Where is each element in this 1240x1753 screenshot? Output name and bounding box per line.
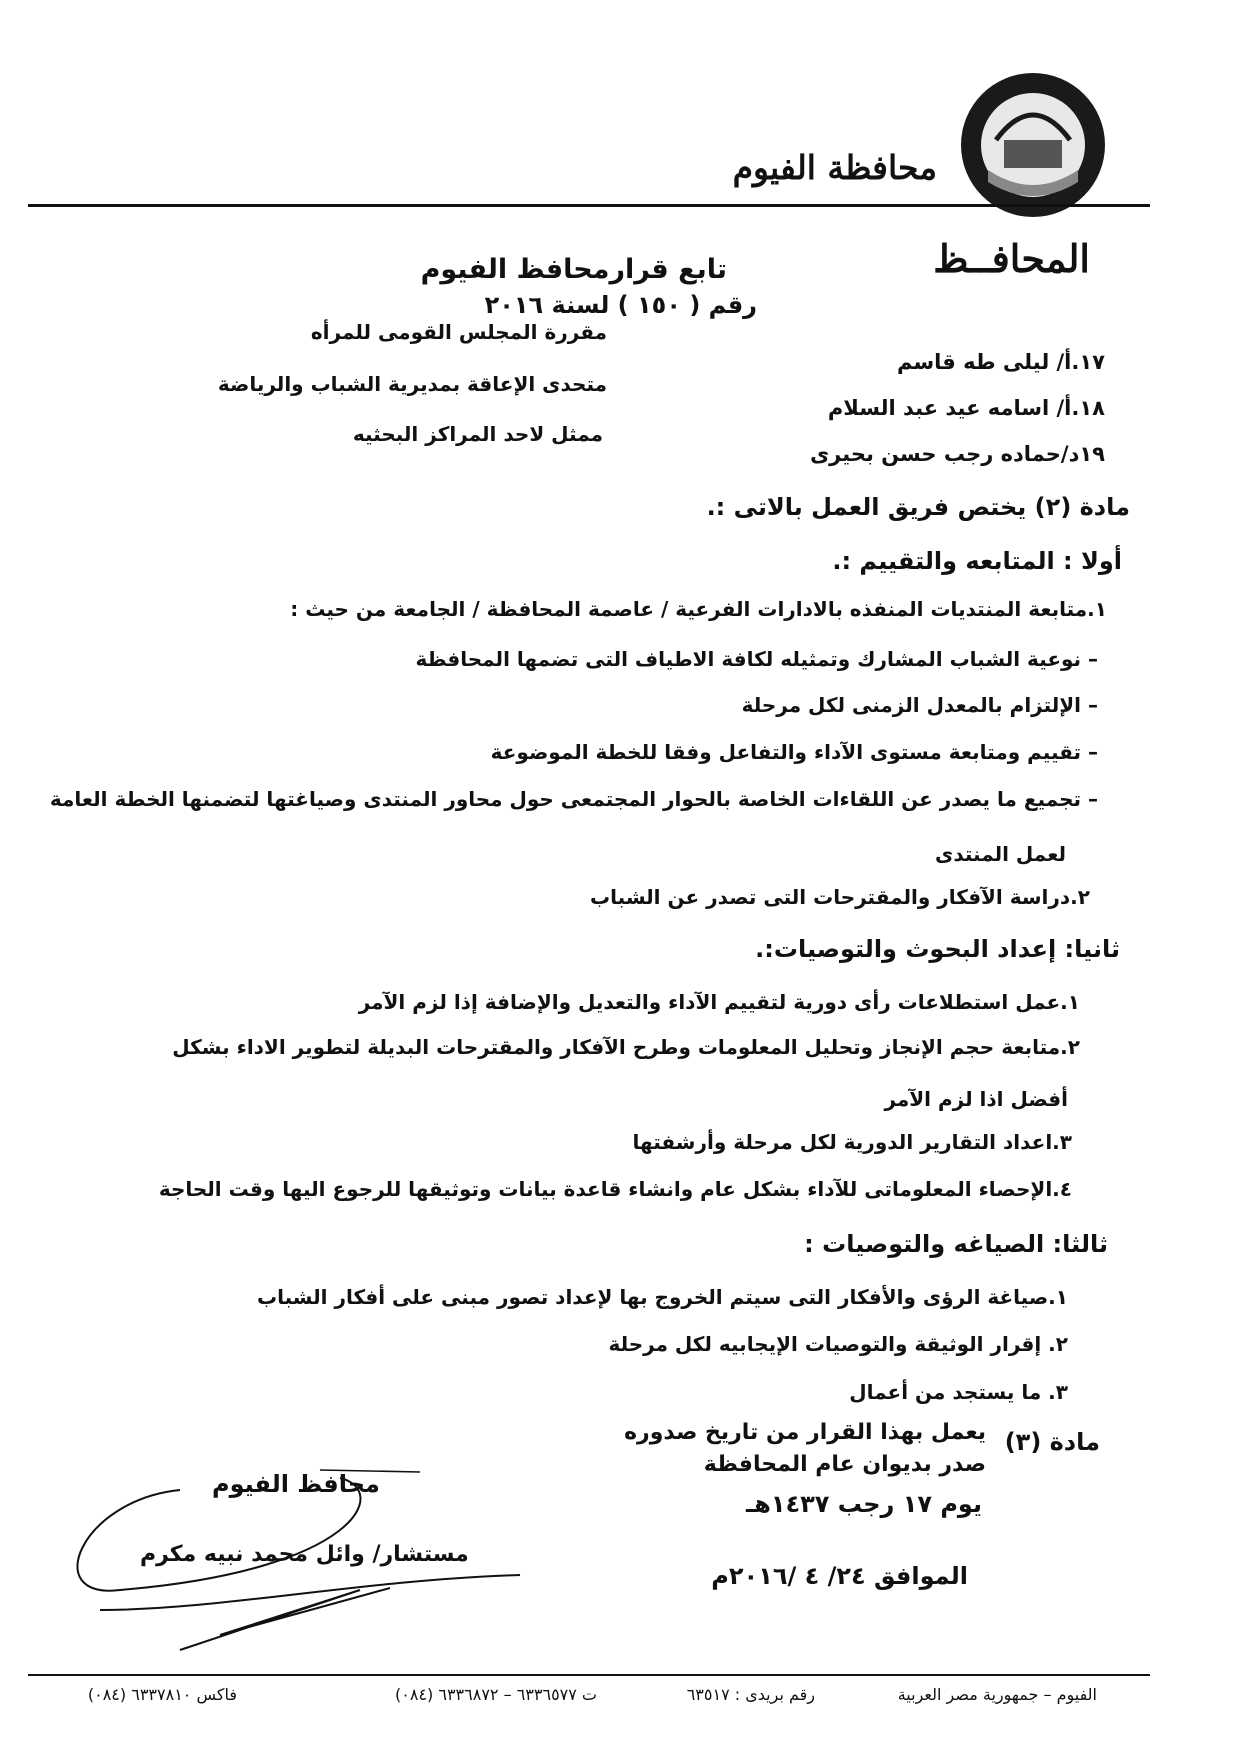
governorate-name: محافظة الفيوم (732, 148, 937, 187)
member-line: ١٩د/حماده رجب حسن بحيرى (809, 442, 1105, 466)
footer-postal: رقم بريدى : ٦٣٥١٧ (686, 1685, 815, 1704)
header-divider (28, 204, 1150, 207)
section2-item4: ٤.الإحصاء المعلوماتى للآداء بشكل عام وانشاء قاعدة بيانات وتوثيقها للرجوع اليها وقت الحاجة (158, 1177, 1072, 1201)
section1-bullet: – تجميع ما يصدر عن اللقاءات الخاصة بالحوار المجتمعى حول محاور المنتدى وصياغتها لتضمنها الخطة العامة (49, 787, 1098, 811)
article3-text: يعمل بهذا القرار من تاريخ صدوره (624, 1420, 986, 1445)
section2-item2-continuation: أفضل اذا لزم الآمر (884, 1087, 1068, 1111)
section2-heading: ثانيا: إعداد البحوث والتوصيات:. (755, 935, 1120, 963)
section1-bullet: – الإلتزام بالمعدل الزمنى لكل مرحلة (741, 693, 1098, 717)
section3-item3: ٣. ما يستجد من أعمال (849, 1380, 1068, 1404)
governorate-seal-logo (958, 70, 1108, 220)
issued-line: صدر بديوان عام المحافظة (703, 1452, 986, 1477)
section1-item1: ١.متابعة المنتديات المنفذه بالادارات الفرعية / عاصمة المحافظة / الجامعة من حيث : (290, 597, 1107, 621)
member-line: ١٨.أ/ اسامه عيد عبد السلام (827, 396, 1105, 420)
footer-address: الفيوم – جمهورية مصر العربية (897, 1685, 1097, 1704)
hijri-date: يوم ١٧ رجب ١٤٣٧هـ (746, 1490, 982, 1518)
section1-bullet-continuation: لعمل المنتدى (934, 842, 1066, 866)
section3-item2: ٢. إقرار الوثيقة والتوصيات الإيجابيه لكل مرحلة (608, 1332, 1068, 1356)
role-line: مقررة المجلس القومى للمرأه (310, 320, 607, 344)
section1-heading: أولا : المتابعه والتقييم :. (832, 547, 1122, 575)
role-line: متحدى الإعاقة بمديرية الشباب والرياضة (217, 372, 607, 396)
section1-item2: ٢.دراسة الآفكار والمقترحات التى تصدر عن الشباب (590, 885, 1090, 909)
gregorian-date: الموافق ٢٤/ ٤ /٢٠١٦م (711, 1562, 968, 1590)
section2-item3: ٣.اعداد التقارير الدورية لكل مرحلة وأرشفتها (632, 1130, 1072, 1154)
section3-heading: ثالثا: الصياغه والتوصيات : (804, 1230, 1108, 1258)
section1-bullet: – تقييم ومتابعة مستوى الآداء والتفاعل وفقا للخطة الموضوعة (490, 740, 1098, 764)
governor-title: المحافــظ (933, 236, 1090, 281)
article3-label: مادة (٣) (1004, 1428, 1100, 1456)
section2-item2: ٢.متابعة حجم الإنجاز وتحليل المعلومات وطرح الآفكار والمقترحات البديلة لتطوير الاداء بشكل (172, 1035, 1080, 1059)
section1-bullet: – نوعية الشباب المشارك وتمثيله لكافة الاطياف التى تضمها المحافظة (415, 647, 1098, 671)
handwritten-signature (60, 1460, 580, 1660)
footer-fax: فاكس ٦٣٣٧٨١٠ (٠٨٤) (87, 1685, 237, 1704)
role-line: ممثل لاحد المراكز البحثيه (352, 422, 603, 446)
article2-heading: مادة (٢) يختص فريق العمل بالاتى :. (706, 493, 1130, 521)
signature-title: محافظ الفيوم (212, 1470, 380, 1498)
member-line: ١٧.أ/ ليلى طه قاسم (897, 350, 1105, 374)
signature-name: مستشار/ وائل محمد نبيه مكرم (140, 1542, 469, 1567)
section2-item1: ١.عمل استطلاعات رأى دورية لتقييم الآداء والتعديل والإضافة إذا لزم الآمر (358, 990, 1080, 1014)
decision-title: تابع قرارمحافظ الفيوم (420, 254, 727, 285)
decision-number: رقم ( ١٥٠ ) لسنة ٢٠١٦ (484, 291, 757, 319)
footer-phone: ت ٦٣٣٦٥٧٧ – ٦٣٣٦٨٧٢ (٠٨٤) (395, 1685, 597, 1704)
footer-divider (28, 1674, 1150, 1676)
section3-item1: ١.صياغة الرؤى والأفكار التى سيتم الخروج بها لإعداد تصور مبنى على أفكار الشباب (257, 1285, 1068, 1309)
